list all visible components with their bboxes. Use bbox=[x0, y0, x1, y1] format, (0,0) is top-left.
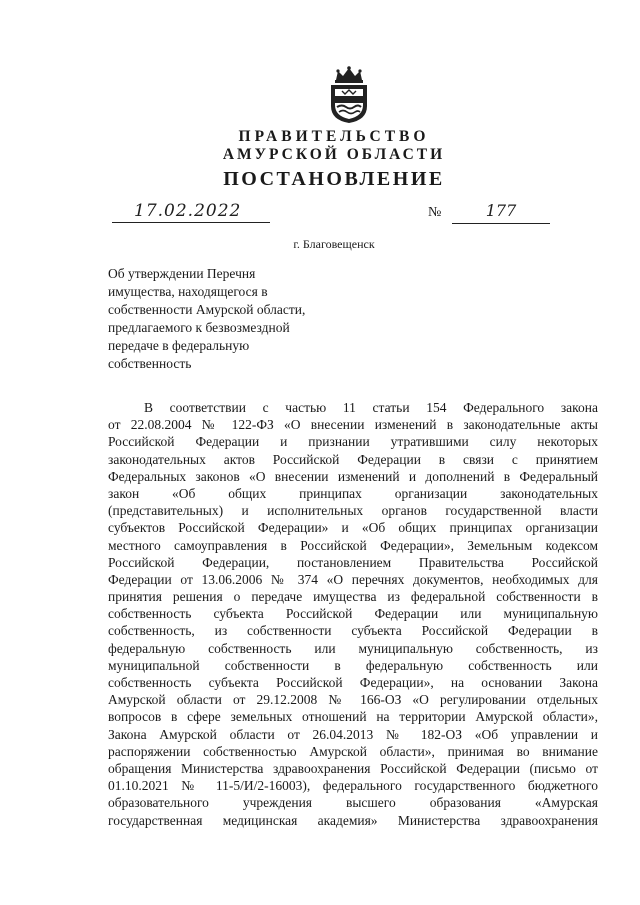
organization-name: ПРАВИТЕЛЬСТВО bbox=[238, 128, 430, 145]
body-line: Российской Федерации, постановлением Правительства Российской bbox=[108, 554, 598, 570]
body-line: обращения Министерства здравоохранения Российской Федерации (письмо от bbox=[108, 760, 598, 776]
document-type-title: ПОСТАНОВЛЕНИЕ bbox=[223, 168, 445, 190]
body-line: законодательных актов Российской Федерации в связи с принятием bbox=[108, 451, 598, 467]
number-label: № bbox=[428, 205, 442, 220]
body-line: принятия решения о передаче имущества из федеральной собственности в bbox=[108, 589, 598, 605]
body-line: государственная медицинская академия» Министерства здравоохранения bbox=[108, 812, 598, 828]
body-line: Закона Амурской области от 26.04.2013 № 182-ОЗ «Об управлении и bbox=[108, 726, 598, 742]
body-line: распоряжении собственностью Амурской области», принимая во внимание bbox=[108, 743, 598, 759]
body-line: местного самоуправления в Российской Федерации», Земельным кодексом bbox=[108, 537, 598, 553]
document-number: 177 bbox=[452, 201, 550, 224]
body-line: В соответствии с частью 11 статьи 154 Федерального закона bbox=[144, 400, 598, 415]
body-line: (представительных) и исполнительных органов государственной власти bbox=[108, 503, 598, 519]
subject-line: собственности Амурской области, bbox=[108, 302, 306, 317]
body-line: Федерации от 13.06.2006 № 374 «О перечнях документов, необходимых для bbox=[108, 571, 598, 587]
document-date: 17.02.2022 bbox=[112, 201, 270, 223]
subject-line: передаче в федеральную bbox=[108, 338, 250, 353]
subject-line: Об утверждении Перечня bbox=[108, 266, 256, 281]
body-line: образовательного учреждения высшего образования «Амурская bbox=[108, 795, 598, 811]
body-line: закон «Об общих принципах организации законодательных bbox=[108, 485, 598, 501]
body-line: собственность, из собственности субъекта Российской Федерации в bbox=[108, 623, 598, 639]
body-line: вопросов в сфере земельных отношений на территории Амурской области», bbox=[108, 709, 598, 725]
body-line: субъектов Российской Федерации» и «Об общих принципах организации bbox=[108, 520, 598, 536]
organization-region: АМУРСКОЙ ОБЛАСТИ bbox=[222, 146, 446, 163]
body-line: от 22.08.2004 № 122-ФЗ «О внесении изменений в законодательные акты bbox=[108, 417, 598, 433]
subject-line: собственность bbox=[108, 356, 192, 371]
coat-of-arms-icon bbox=[328, 66, 370, 124]
body-line: Федеральных законов «О внесении изменений и дополнений в Федеральный bbox=[108, 468, 598, 484]
document-body bbox=[108, 399, 598, 829]
city-line: г. Благовещенск bbox=[293, 237, 375, 251]
body-line: Российской Федерации и признании утратившими силу некоторых bbox=[108, 434, 598, 450]
body-line: собственность субъекта Российской Федерации или муниципальную bbox=[108, 606, 598, 622]
body-line: муниципальной собственности в федеральную собственность или bbox=[108, 657, 598, 673]
body-line: федеральную собственность или муниципальную собственность, из bbox=[108, 640, 598, 656]
subject-line: предлагаемого к безвозмездной bbox=[108, 320, 290, 335]
document-subject bbox=[108, 265, 348, 373]
body-line: Амурской области от 29.12.2008 № 166-ОЗ «О регулировании отдельных bbox=[108, 692, 598, 708]
body-line: собственность субъекта Российской Федерации», на основании Закона bbox=[108, 675, 598, 690]
body-line: 01.10.2021 № 11-5/И/2-16003), федерального государственного бюджетного bbox=[108, 778, 598, 794]
subject-line: имущества, находящегося в bbox=[108, 284, 268, 299]
